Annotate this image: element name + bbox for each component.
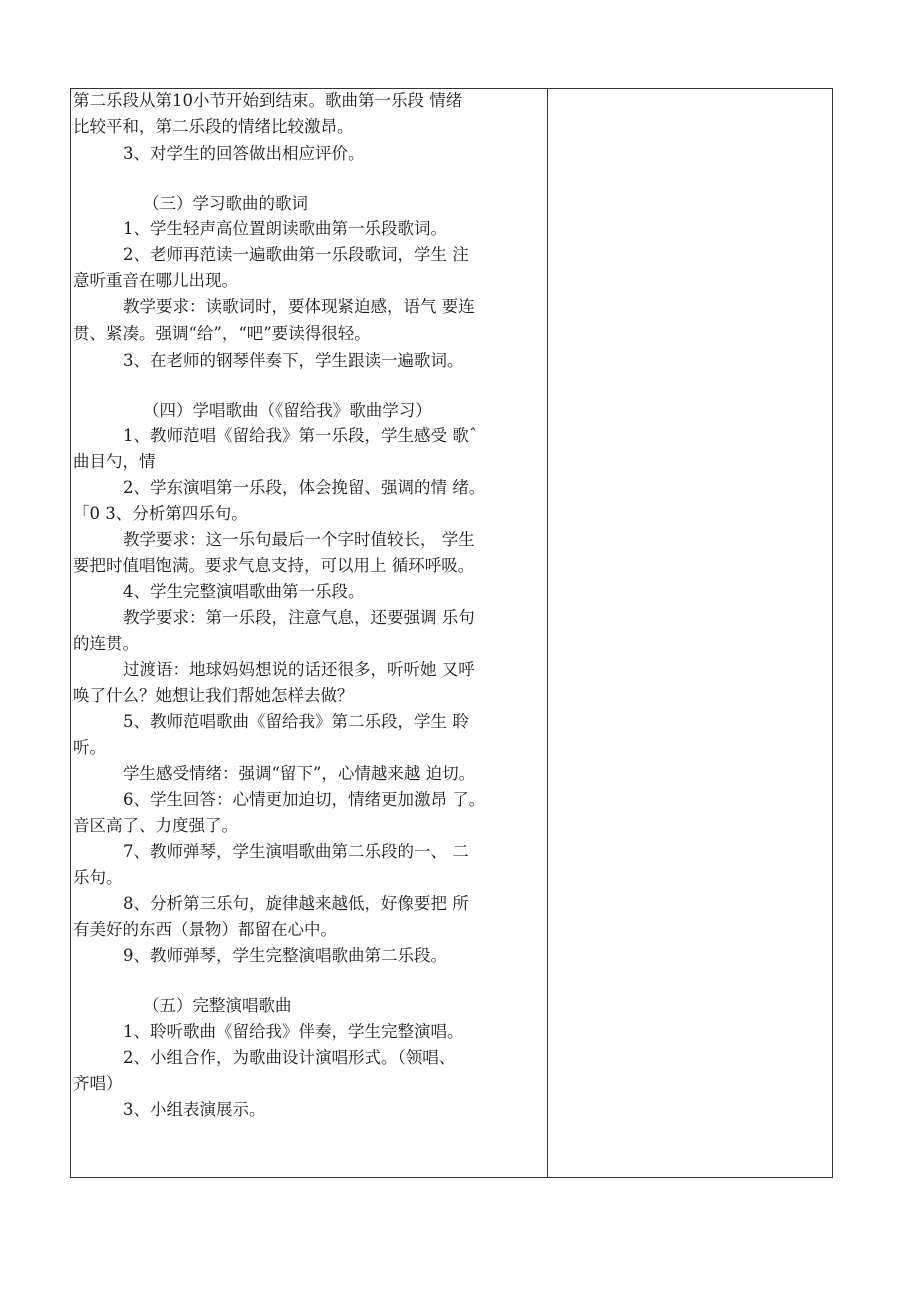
text-line: 3、对学生的回答做出相应评价。 (123, 144, 365, 163)
text-line: 9、教师弹琴，学生完整演唱歌曲第二乐段。 (123, 946, 447, 965)
text-line: 意听重音在哪儿出现。 (73, 271, 238, 290)
notes-cell (548, 89, 832, 1177)
text-line: 5、教师范唱歌曲《留给我》第二乐段，学生 聆 (123, 712, 469, 731)
text-line: 2、学东演唱第一乐段，体会挽留、强调的情 绪。 (123, 478, 486, 497)
text-line: 乐句。 (73, 868, 123, 887)
text-line: 1、学生轻声高位置朗读歌曲第一乐段歌词。 (123, 219, 447, 238)
text-line: 7、教师弹琴，学生演唱歌曲第二乐段的一、 二 (123, 842, 469, 861)
text-line: 音区高了、力度强了。 (73, 816, 238, 835)
text-line: 齐唱） (73, 1074, 123, 1093)
text-line: 唤了什么？她想让我们帮她怎样去做？ (73, 686, 354, 705)
text-line: 6、学生回答：心情更加迫切，情绪更加激昂 了。 (123, 790, 486, 809)
text-line: 教学要求：这一乐句最后一个字时值较长， 学生 (123, 530, 475, 549)
text-line: 「0 3、分析第四乐句。 (73, 504, 248, 523)
section-heading: （五）完整演唱歌曲 (143, 996, 292, 1015)
section-heading: （三）学习歌曲的歌词 (143, 194, 308, 213)
text-line: 的连贯。 (73, 634, 139, 653)
text-line: 过渡语：地球妈妈想说的话还很多，听听她 又呼 (123, 660, 475, 679)
text-line: 4、学生完整演唱歌曲第一乐段。 (123, 582, 365, 601)
text-line: 1、教师范唱《留给我》第一乐段，学生感受 歌ˆ (123, 426, 477, 445)
lesson-plan-table (70, 88, 833, 1178)
text-line: 2、小组合作，为歌曲设计演唱形式。（领唱、 (123, 1048, 456, 1067)
text-line: 3、在老师的钢琴伴奏下，学生跟读一遍歌词。 (123, 351, 464, 370)
text-line: 听。 (73, 738, 106, 757)
text-line: 贯、紧凑。强调“给”，“吧”要读得很轻。 (73, 324, 371, 343)
teaching-process-cell (71, 89, 547, 1177)
text-line: 曲目勺，情 (73, 452, 156, 471)
text-line: 比较平和，第二乐段的情绪比较激昂。 (73, 117, 354, 136)
text-line: 8、分析第三乐句，旋律越来越低，好像要把 所 (123, 894, 469, 913)
text-line: 教学要求：读歌词时，要体现紧迫感，语气 要连 (123, 297, 475, 316)
text-line: 学生感受情绪：强调“留下”，心情越来越 迫切。 (123, 764, 476, 783)
text-line: 3、小组表演展示。 (123, 1100, 266, 1119)
text-line: 第二乐段从第10小节开始到结束。歌曲第一乐段 情绪 (73, 91, 463, 110)
text-line: 教学要求：第一乐段，注意气息，还要强调 乐句 (123, 608, 475, 627)
section-heading: （四）学唱歌曲（《留给我》歌曲学习） (143, 401, 432, 420)
text-line: 有美好的东西（景物）都留在心中。 (73, 920, 337, 939)
text-line: 1、聆听歌曲《留给我》伴奏，学生完整演唱。 (123, 1022, 464, 1041)
text-line: 要把时值唱饱满。要求气息支持，可以用上 循环呼吸。 (73, 556, 475, 575)
text-line: 2、老师再范读一遍歌曲第一乐段歌词，学生 注 (123, 245, 469, 264)
